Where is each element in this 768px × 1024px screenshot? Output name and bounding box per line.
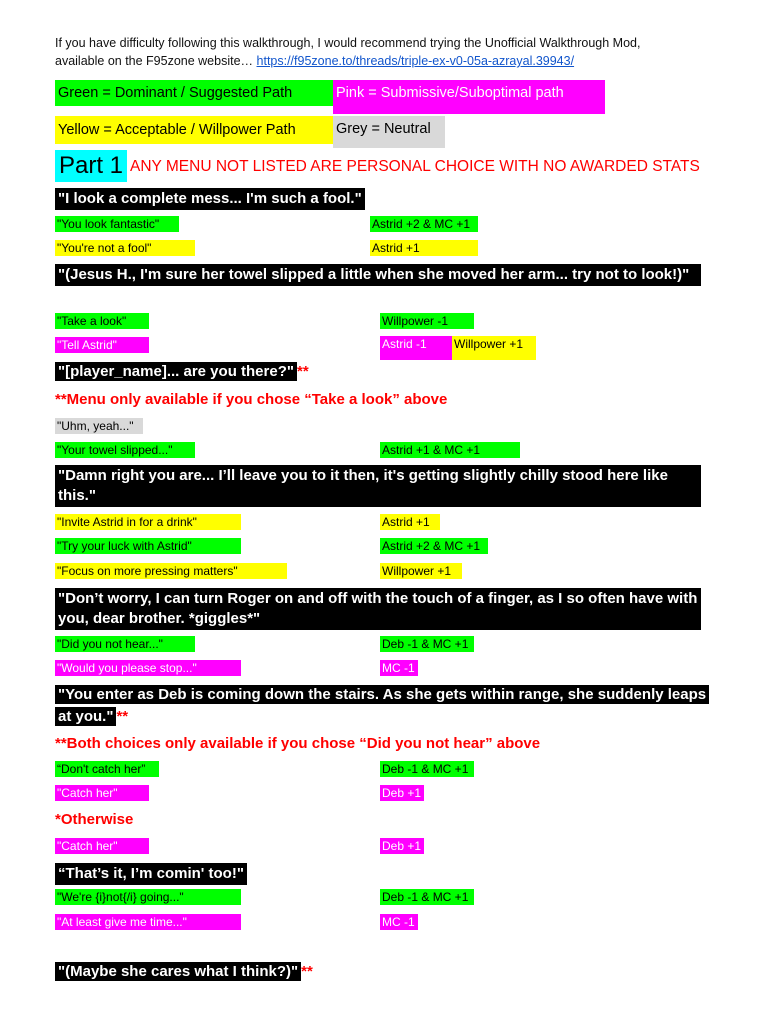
- choice-option: "Focus on more pressing matters": [55, 563, 287, 579]
- choice-effect: Astrid +1: [370, 240, 478, 256]
- section-heading: "Don’t worry, I can turn Roger on and off with the touch of a finger, as I so often have with you, dear brother. *giggles*": [55, 588, 701, 630]
- choice-effect: MC -1: [380, 914, 418, 930]
- choice-option: “Don't catch her”: [55, 761, 159, 777]
- conditional-marker: **: [116, 708, 129, 725]
- choice-effect: Astrid +1: [380, 514, 440, 530]
- choice-effect: Deb -1 & MC +1: [380, 761, 474, 777]
- choice-effect: Astrid +2 & MC +1: [370, 216, 478, 232]
- conditional-note: **Menu only available if you chose “Take a look” above: [55, 391, 448, 408]
- choice-option: "Try your luck with Astrid": [55, 538, 241, 554]
- section-heading: "[player_name]... are you there?": [55, 362, 297, 381]
- part-title: Part 1: [55, 150, 127, 182]
- choice-effect: Astrid +1 & MC +1: [380, 442, 520, 458]
- conditional-marker: **: [296, 363, 309, 380]
- section-heading-row: [55, 362, 309, 382]
- choice-effect: Astrid +2 & MC +1: [380, 538, 488, 554]
- choice-effect: Willpower +1: [452, 336, 536, 360]
- otherwise-note: *Otherwise: [55, 811, 134, 828]
- choice-option: "Catch her": [55, 838, 149, 854]
- section-heading: "I look a complete mess... I'm such a fool.": [55, 188, 365, 210]
- choice-option: "Tell Astrid": [55, 337, 149, 353]
- choice-option: "Invite Astrid in for a drink": [55, 514, 241, 530]
- choice-option: "You look fantastic": [55, 216, 179, 232]
- choice-effect: Willpower -1: [380, 313, 474, 329]
- choice-option: "Take a look": [55, 313, 149, 329]
- intro-line-1: If you have difficulty following this walkthrough, I would recommend trying the Unofficial Walkthrough Mod,: [55, 36, 641, 50]
- section-heading-row: [55, 962, 313, 982]
- walkthrough-link[interactable]: https://f95zone.to/threads/triple-ex-v0-05a-azrayal.39943/: [256, 54, 575, 68]
- conditional-note: **Both choices only available if you chose “Did you not hear” above: [55, 735, 541, 752]
- legend-green: Green = Dominant / Suggested Path: [55, 80, 333, 106]
- part-note: ANY MENU NOT LISTED ARE PERSONAL CHOICE WITH NO AWARDED STATS: [130, 158, 700, 175]
- legend-yellow: Yellow = Acceptable / Willpower Path: [55, 116, 335, 144]
- choice-option: "Your towel slipped...": [55, 442, 195, 458]
- intro-line-2: [55, 52, 574, 71]
- choice-effect: Deb +1: [380, 838, 424, 854]
- section-heading: "You enter as Deb is coming down the stairs. As she gets within range, she suddenly leaps at you.": [55, 685, 709, 726]
- choice-option: "We're {i}not{/i} going...": [55, 889, 241, 905]
- choice-option: "Would you please stop...": [55, 660, 241, 676]
- section-heading: "Damn right you are... I’ll leave you to it then, it's getting slightly chilly stood here like this.": [55, 465, 701, 507]
- intro-text: available on the F95zone website…: [55, 54, 257, 68]
- conditional-marker: **: [301, 963, 313, 980]
- choice-option: "You're not a fool": [55, 240, 195, 256]
- section-heading: "(Maybe she cares what I think?)": [55, 962, 301, 981]
- choice-effect: Willpower +1: [380, 563, 462, 579]
- choice-option: "At least give me time...": [55, 914, 241, 930]
- legend-grey: Grey = Neutral: [333, 116, 445, 148]
- choice-effect: MC -1: [380, 660, 418, 676]
- section-heading: “That’s it, I’m comin' too!": [55, 863, 247, 885]
- choice-option: "Did you not hear...": [55, 636, 195, 652]
- section-heading: "(Jesus H., I'm sure her towel slipped a little when she moved her arm... try not to look!)": [55, 264, 701, 286]
- section-heading-row: [55, 684, 715, 728]
- choice-option: "Catch her": [55, 785, 149, 801]
- choice-effect: Astrid -1: [380, 336, 454, 360]
- choice-option: "Uhm, yeah...": [55, 418, 143, 434]
- choice-effect: Deb -1 & MC +1: [380, 889, 474, 905]
- choice-effect: Deb -1 & MC +1: [380, 636, 474, 652]
- legend-pink: Pink = Submissive/Suboptimal path: [333, 80, 605, 114]
- choice-effect: Deb +1: [380, 785, 424, 801]
